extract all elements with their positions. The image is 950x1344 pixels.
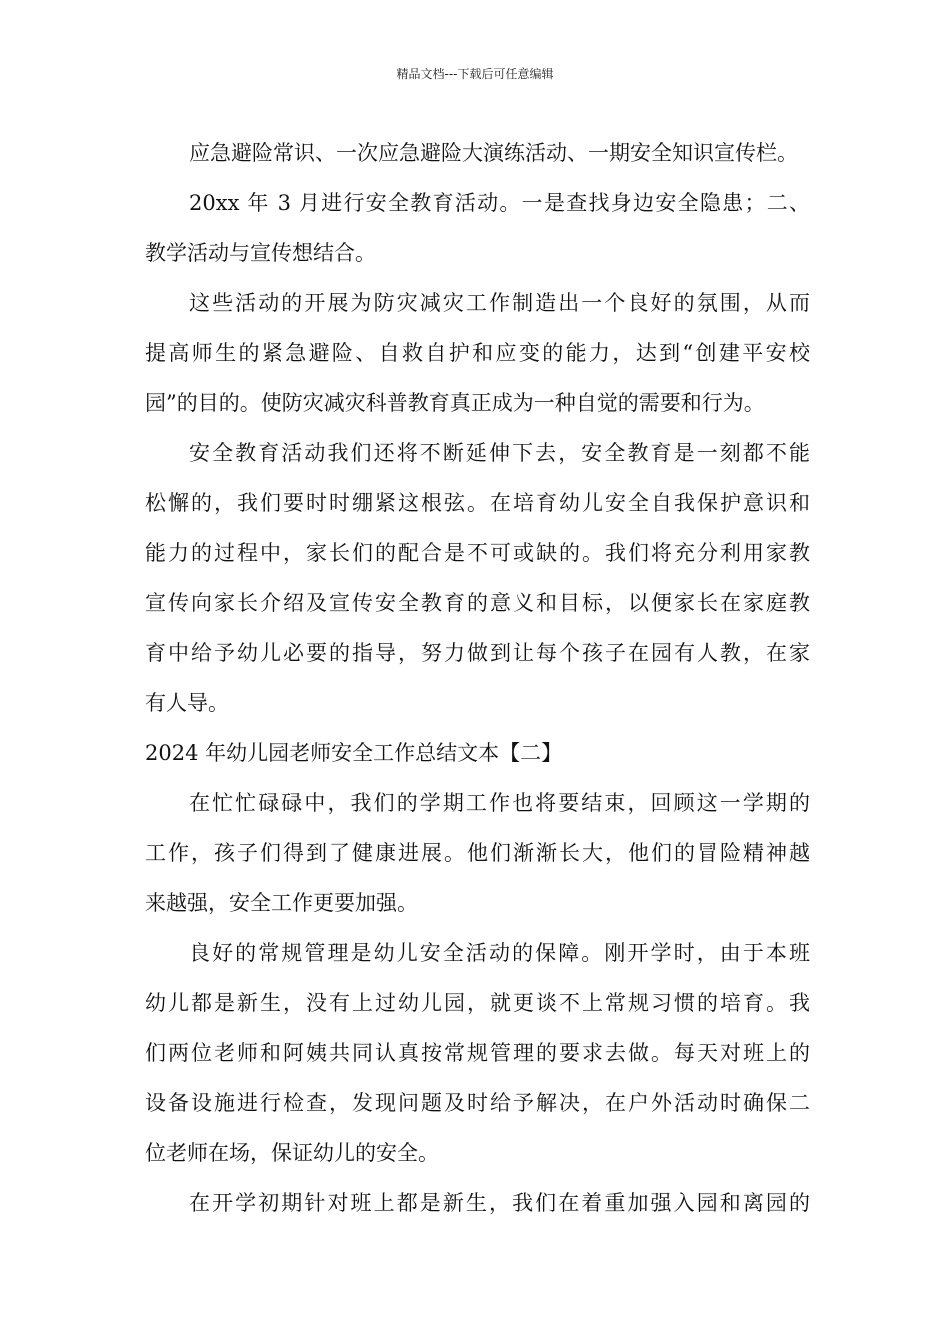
text-line: 工作，孩子们得到了健康进展。他们渐渐长大，他们的冒险精神越	[145, 841, 810, 865]
text-line: 宣传向家长介绍及宣传安全教育的意义和目标，以便家长在家庭教	[145, 591, 810, 615]
text-line: 在忙忙碌碌中，我们的学期工作也将要结束，回顾这一学期的	[189, 791, 810, 815]
text-line: 有人导。	[145, 691, 229, 715]
text-line: 位老师在场，保证幼儿的安全。	[145, 1141, 439, 1165]
text-line: 教学活动与宣传想结合。	[145, 241, 376, 265]
text-line: 在开学初期针对班上都是新生，我们在着重加强入园和离园的	[189, 1191, 810, 1215]
document-body	[145, 128, 810, 1228]
text-line: 应急避险常识、一次应急避险大演练活动、一期安全知识宣传栏。	[189, 141, 798, 165]
text-line: 园”的目的。使防灾减灾科普教育真正成为一种自觉的需要和行为。	[145, 391, 765, 415]
text-line: 设备设施进行检查，发现问题及时给予解决，在户外活动时确保二	[145, 1091, 810, 1115]
text-line: 提高师生的紧急避险、自救自护和应变的能力，达到“创建平安校	[145, 341, 810, 365]
text-line: 育中给予幼儿必要的指导，努力做到让每个孩子在园有人教，在家	[145, 641, 810, 665]
text-line: 安全教育活动我们还将不断延伸下去，安全教育是一刻都不能	[189, 441, 810, 465]
text-line: 来越强，安全工作更要加强。	[145, 891, 418, 915]
text-line: 幼儿都是新生，没有上过幼儿园，就更谈不上常规习惯的培育。我	[145, 991, 810, 1015]
text-line: 这些活动的开展为防灾减灾工作制造出一个良好的氛围，从而	[189, 291, 810, 315]
page-header: 精品文档---下载后可任意编辑	[396, 67, 554, 81]
text-line: 松懈的，我们要时时绷紧这根弦。在培育幼儿安全自我保护意识和	[145, 491, 810, 515]
text-line: 20xx 年 3 月进行安全教育活动。一是查找身边安全隐患；二、	[189, 191, 810, 215]
section-heading: 2024 年幼儿园老师安全工作总结文本【二】	[145, 741, 563, 765]
text-line: 能力的过程中，家长们的配合是不可或缺的。我们将充分利用家教	[145, 541, 810, 565]
text-line: 们两位老师和阿姨共同认真按常规管理的要求去做。每天对班上的	[145, 1041, 810, 1065]
text-line: 良好的常规管理是幼儿安全活动的保障。刚开学时，由于本班	[189, 941, 810, 965]
